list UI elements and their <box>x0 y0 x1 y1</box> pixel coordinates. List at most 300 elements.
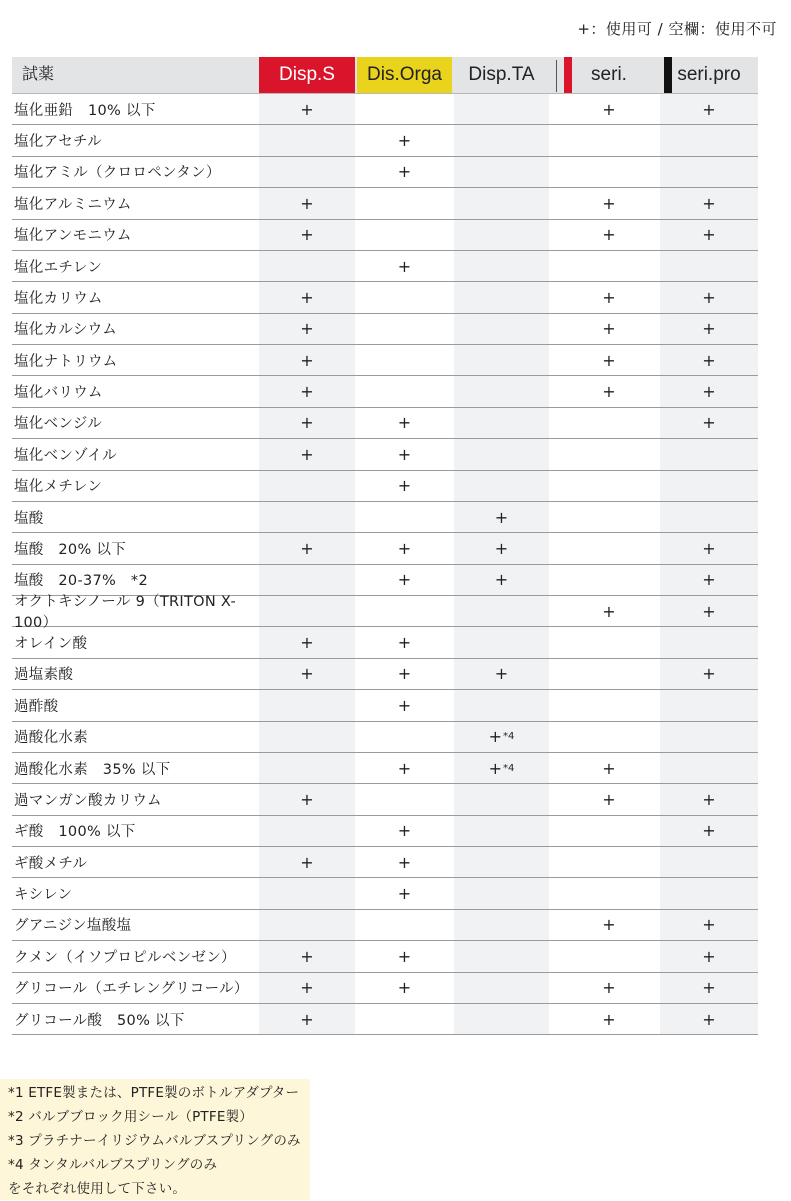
compat-mark: + <box>397 884 412 904</box>
compat-cell <box>660 502 758 532</box>
compat-mark: + <box>702 915 716 935</box>
compat-cell <box>660 627 758 657</box>
footnotes-box <box>0 1079 310 1200</box>
reagent-name: キシレン <box>14 887 73 904</box>
footnote-ref: *4 <box>503 731 515 743</box>
compat-cell <box>560 659 658 689</box>
reagent-name: グアニジン塩酸塩 <box>14 918 132 935</box>
compat-cell <box>454 847 549 877</box>
table-row <box>12 816 758 847</box>
table-row <box>12 533 758 564</box>
compat-cell <box>560 220 658 250</box>
compat-cell <box>454 910 549 940</box>
reagent-name: 塩化アミル（クロロペンタン） <box>14 165 221 182</box>
compat-cell <box>560 878 658 908</box>
compat-cell <box>454 659 549 689</box>
table-row <box>12 910 758 941</box>
compat-cell <box>259 502 355 532</box>
table-row <box>12 847 758 878</box>
compat-cell <box>560 847 658 877</box>
compat-cell <box>259 784 355 814</box>
compat-mark: + <box>702 413 716 433</box>
compat-cell <box>560 345 658 375</box>
compat-cell <box>259 878 355 908</box>
compat-mark: + <box>602 382 616 402</box>
compat-cell <box>660 220 758 250</box>
compat-mark: + <box>602 193 616 213</box>
compat-mark: + <box>397 444 412 464</box>
compat-cell <box>560 722 658 752</box>
compat-mark: + <box>300 852 314 872</box>
compat-cell <box>259 596 355 626</box>
reagent-name: 塩化アルミニウム <box>14 196 132 213</box>
header-col-label: Disp.TA <box>468 64 535 85</box>
compat-cell <box>357 816 452 846</box>
reagent-name: クメン（イソプロピルベンゼン） <box>14 949 236 966</box>
compat-cell <box>259 816 355 846</box>
compat-cell <box>660 784 758 814</box>
compat-mark: + <box>300 413 314 433</box>
compat-cell <box>357 345 452 375</box>
compat-cell <box>560 627 658 657</box>
table-row <box>12 627 758 658</box>
compat-cell <box>259 345 355 375</box>
reagent-name: 塩化エチレン <box>14 259 103 276</box>
table-row <box>12 784 758 815</box>
compat-mark: + <box>702 789 716 809</box>
reagent-name: 過酸化水素 <box>14 730 88 747</box>
compat-cell <box>454 314 549 344</box>
compat-cell <box>259 753 355 783</box>
compat-cell <box>660 157 758 187</box>
compat-cell <box>357 533 452 563</box>
table-row <box>12 282 758 313</box>
compat-mark: + <box>397 758 412 778</box>
compat-mark: + <box>397 476 412 496</box>
reagent-name: オクトキシノール 9（TRITON X-100） <box>14 594 236 632</box>
compat-cell <box>660 565 758 595</box>
compat-cell <box>660 596 758 626</box>
compat-mark: + <box>300 789 314 809</box>
compat-mark: + <box>397 821 412 841</box>
compat-cell <box>357 596 452 626</box>
compat-mark: + <box>494 664 509 684</box>
compat-cell <box>660 847 758 877</box>
compat-mark: + <box>397 538 412 558</box>
compat-cell <box>357 188 452 218</box>
compat-cell <box>357 973 452 1003</box>
compat-cell <box>357 878 452 908</box>
compat-mark: + <box>397 852 412 872</box>
compat-mark: + <box>494 538 509 558</box>
compat-cell <box>259 910 355 940</box>
compat-cell <box>660 533 758 563</box>
header-col-2 <box>357 57 452 93</box>
header-col-4 <box>560 57 658 93</box>
compat-mark: + <box>300 946 314 966</box>
table-row <box>12 376 758 407</box>
compat-cell <box>259 94 355 124</box>
compat-cell <box>560 376 658 406</box>
compat-cell <box>454 188 549 218</box>
reagent-name: 過酢酸 <box>14 698 59 715</box>
table-row <box>12 722 758 753</box>
table-row <box>12 125 758 156</box>
compat-cell <box>357 220 452 250</box>
compat-cell <box>259 188 355 218</box>
compat-cell <box>357 1004 452 1034</box>
table-row <box>12 878 758 909</box>
compat-cell <box>660 94 758 124</box>
compat-mark: + <box>300 444 314 464</box>
reagent-name: グリコール酸 50% 以下 <box>14 1012 185 1029</box>
table-row <box>12 157 758 188</box>
compat-cell <box>660 251 758 281</box>
compat-cell <box>454 533 549 563</box>
compat-cell <box>560 816 658 846</box>
reagent-name: 過マンガン酸カリウム <box>14 792 162 809</box>
compat-mark: + <box>300 664 314 684</box>
table-row <box>12 753 758 784</box>
compat-cell <box>357 125 452 155</box>
compat-mark: + <box>702 382 716 402</box>
table-row <box>12 471 758 502</box>
compat-mark: + <box>300 978 314 998</box>
reagent-name: 塩化カリウム <box>14 290 103 307</box>
compat-mark: + <box>602 287 616 307</box>
reagent-name: 塩化カルシウム <box>14 322 118 339</box>
reagent-name: 塩化亜鉛 10% 以下 <box>14 102 156 119</box>
compat-cell <box>660 345 758 375</box>
compat-cell <box>259 314 355 344</box>
compat-cell <box>560 188 658 218</box>
compat-cell <box>660 282 758 312</box>
reagent-name: 過塩素酸 <box>14 667 74 684</box>
compat-mark: + <box>488 727 503 747</box>
compat-cell <box>660 314 758 344</box>
compat-cell <box>259 973 355 1003</box>
compat-mark: + <box>702 538 716 558</box>
footnote-line: *2 バルブブロック用シール（PTFE製） <box>8 1109 253 1125</box>
compat-mark: + <box>702 821 716 841</box>
header-col-label: seri. <box>591 64 627 85</box>
compat-cell <box>560 282 658 312</box>
compat-cell <box>560 408 658 438</box>
table-row <box>12 188 758 219</box>
compat-mark: + <box>602 1009 616 1029</box>
compat-mark: + <box>300 633 314 653</box>
compat-cell <box>259 376 355 406</box>
reagent-name: ギ酸メチル <box>14 855 88 872</box>
table-row <box>12 314 758 345</box>
compat-cell <box>454 471 549 501</box>
table-row <box>12 220 758 251</box>
table-row <box>12 502 758 533</box>
reagent-name: 塩酸 20-37% *2 <box>14 573 148 590</box>
compat-mark: + <box>602 225 616 245</box>
compat-cell <box>454 596 549 626</box>
compat-cell <box>454 376 549 406</box>
header-color-marker <box>564 57 572 93</box>
compat-cell <box>560 125 658 155</box>
compat-mark: + <box>397 633 412 653</box>
compat-mark: + <box>397 162 412 182</box>
compat-cell <box>357 565 452 595</box>
compat-cell <box>259 157 355 187</box>
compat-cell <box>454 565 549 595</box>
compat-mark: + <box>300 287 314 307</box>
compat-cell <box>357 659 452 689</box>
compat-cell <box>454 1004 549 1034</box>
header-col-label: Disp.S <box>279 64 335 85</box>
compat-cell <box>259 408 355 438</box>
compat-cell <box>560 94 658 124</box>
header-color-marker <box>664 57 672 93</box>
table-row <box>12 345 758 376</box>
compat-mark: + <box>397 695 412 715</box>
compat-mark: + <box>702 319 716 339</box>
table-body <box>12 94 758 1035</box>
compat-mark: + <box>300 350 314 370</box>
compat-mark: + <box>397 570 412 590</box>
compat-cell <box>454 722 549 752</box>
compat-cell <box>660 910 758 940</box>
compat-mark: + <box>300 225 314 245</box>
compat-cell <box>357 94 452 124</box>
compat-cell <box>259 941 355 971</box>
reagent-name: 塩化アンモニウム <box>14 228 132 245</box>
compat-cell <box>660 690 758 720</box>
compat-cell <box>560 471 658 501</box>
compat-cell <box>357 251 452 281</box>
compat-mark: + <box>300 382 314 402</box>
compat-cell <box>357 941 452 971</box>
compat-cell <box>259 847 355 877</box>
compat-mark: + <box>397 131 412 151</box>
compat-cell <box>357 471 452 501</box>
compat-cell <box>259 439 355 469</box>
compat-cell <box>357 314 452 344</box>
compat-cell <box>357 282 452 312</box>
compat-cell <box>560 973 658 1003</box>
compat-cell <box>454 345 549 375</box>
compat-mark: + <box>702 193 716 213</box>
compat-cell <box>454 816 549 846</box>
footnote-ref: *4 <box>503 762 515 774</box>
compat-cell <box>660 753 758 783</box>
compat-mark: + <box>702 946 716 966</box>
compat-cell <box>560 596 658 626</box>
table-row <box>12 690 758 721</box>
compat-cell <box>454 690 549 720</box>
compat-cell <box>660 471 758 501</box>
compat-cell <box>357 157 452 187</box>
table-header <box>12 57 758 94</box>
compat-cell <box>560 314 658 344</box>
compat-cell <box>357 784 452 814</box>
compat-cell <box>560 533 658 563</box>
compat-mark: + <box>300 99 314 119</box>
compat-mark: + <box>702 99 716 119</box>
compat-cell <box>660 408 758 438</box>
compat-cell <box>454 973 549 1003</box>
reagent-name: グリコール（エチレングリコール） <box>14 981 249 998</box>
compat-mark: + <box>494 507 509 527</box>
compat-mark: + <box>602 758 616 778</box>
compat-cell <box>357 753 452 783</box>
compat-cell <box>454 753 549 783</box>
compat-cell <box>560 784 658 814</box>
reagent-name: 塩化メチレン <box>14 479 103 496</box>
table-row <box>12 659 758 690</box>
compat-cell <box>454 502 549 532</box>
compat-cell <box>259 251 355 281</box>
compat-cell <box>660 188 758 218</box>
compat-mark: + <box>702 350 716 370</box>
compat-cell <box>454 157 549 187</box>
compat-cell <box>660 941 758 971</box>
compat-mark: + <box>300 1009 314 1029</box>
compat-cell <box>454 251 549 281</box>
compat-cell <box>560 502 658 532</box>
compat-cell <box>454 878 549 908</box>
table-row <box>12 1004 758 1035</box>
compat-mark: + <box>702 570 716 590</box>
compat-mark: + <box>397 413 412 433</box>
compat-cell <box>259 282 355 312</box>
compat-cell <box>357 910 452 940</box>
compat-mark: + <box>300 538 314 558</box>
compat-mark: + <box>602 789 616 809</box>
compat-cell <box>454 408 549 438</box>
compat-cell <box>259 627 355 657</box>
compat-cell <box>560 565 658 595</box>
compat-mark: + <box>602 350 616 370</box>
compat-cell <box>357 376 452 406</box>
compat-cell <box>660 659 758 689</box>
compat-mark: + <box>702 225 716 245</box>
compat-cell <box>660 973 758 1003</box>
header-col-5 <box>660 57 758 93</box>
compat-cell <box>259 533 355 563</box>
compat-mark: + <box>397 946 412 966</box>
compat-cell <box>560 753 658 783</box>
compat-mark: + <box>602 99 616 119</box>
compat-mark: + <box>397 664 412 684</box>
table-row <box>12 251 758 282</box>
compat-cell <box>560 157 658 187</box>
table-row <box>12 594 758 632</box>
compat-cell <box>259 659 355 689</box>
reagent-name: 塩化バリウム <box>14 385 103 402</box>
reagent-name: 塩化ベンゾイル <box>14 447 117 464</box>
compat-cell <box>454 941 549 971</box>
reagent-name: 過酸化水素 35% 以下 <box>14 761 171 778</box>
header-reagent: 試薬 <box>22 66 55 83</box>
table-row <box>12 94 758 125</box>
compat-cell <box>660 376 758 406</box>
compat-cell <box>357 502 452 532</box>
compat-mark: + <box>300 193 314 213</box>
compat-mark: + <box>702 664 716 684</box>
compat-cell <box>357 847 452 877</box>
reagent-name: オレイン酸 <box>14 636 88 653</box>
footnote-line: *4 タンタルバルブスプリングのみ <box>8 1157 218 1173</box>
header-col-label: Dis.Orga <box>367 64 442 85</box>
compat-cell <box>560 941 658 971</box>
reagent-name: 塩化アセチル <box>14 134 102 151</box>
compat-cell <box>454 282 549 312</box>
compat-mark: + <box>488 758 503 778</box>
table-row <box>12 973 758 1004</box>
compat-cell <box>454 627 549 657</box>
compat-cell <box>660 816 758 846</box>
compat-cell <box>259 722 355 752</box>
compat-mark: + <box>300 319 314 339</box>
header-divider <box>556 60 557 92</box>
compat-cell <box>357 627 452 657</box>
compat-cell <box>454 439 549 469</box>
compat-cell <box>259 220 355 250</box>
footnote-line: *1 ETFE製または、PTFE製のボトルアダプター <box>8 1085 300 1101</box>
compat-cell <box>660 1004 758 1034</box>
reagent-name: 塩酸 20% 以下 <box>14 541 127 558</box>
compat-cell <box>259 1004 355 1034</box>
usage-legend: +：使用可 / 空欄：使用不可 <box>577 20 777 38</box>
footnote-line: をそれぞれ使用して下さい。 <box>8 1181 187 1197</box>
compat-cell <box>357 439 452 469</box>
compat-mark: + <box>602 601 616 621</box>
header-col-label: seri.pro <box>677 64 741 85</box>
compat-cell <box>454 784 549 814</box>
compat-cell <box>660 722 758 752</box>
header-col-1 <box>259 57 355 93</box>
compat-mark: + <box>702 978 716 998</box>
compat-cell <box>357 690 452 720</box>
compat-cell <box>560 1004 658 1034</box>
reagent-name: ギ酸 100% 以下 <box>14 824 136 841</box>
compat-cell <box>259 565 355 595</box>
compat-cell <box>560 690 658 720</box>
table-row <box>12 941 758 972</box>
compat-cell <box>560 910 658 940</box>
footnote-line: *3 プラチナーイリジウムバルブスプリングのみ <box>8 1133 301 1149</box>
compat-cell <box>454 125 549 155</box>
table-row <box>12 408 758 439</box>
compat-cell <box>660 439 758 469</box>
compat-mark: + <box>702 601 716 621</box>
compat-cell <box>259 471 355 501</box>
compat-mark: + <box>702 287 716 307</box>
reagent-compatibility-table <box>12 57 758 1035</box>
reagent-name: 塩酸 <box>14 510 44 527</box>
compat-mark: + <box>494 570 509 590</box>
compat-cell <box>660 878 758 908</box>
compat-mark: + <box>702 1009 716 1029</box>
header-col-3 <box>454 57 549 93</box>
compat-cell <box>357 722 452 752</box>
compat-cell <box>357 408 452 438</box>
compat-cell <box>560 439 658 469</box>
compat-cell <box>259 690 355 720</box>
compat-cell <box>454 220 549 250</box>
reagent-name: 塩化ナトリウム <box>14 353 118 370</box>
compat-cell <box>660 125 758 155</box>
compat-mark: + <box>397 256 412 276</box>
compat-mark: + <box>602 319 616 339</box>
compat-mark: + <box>602 978 616 998</box>
table-row <box>12 439 758 470</box>
